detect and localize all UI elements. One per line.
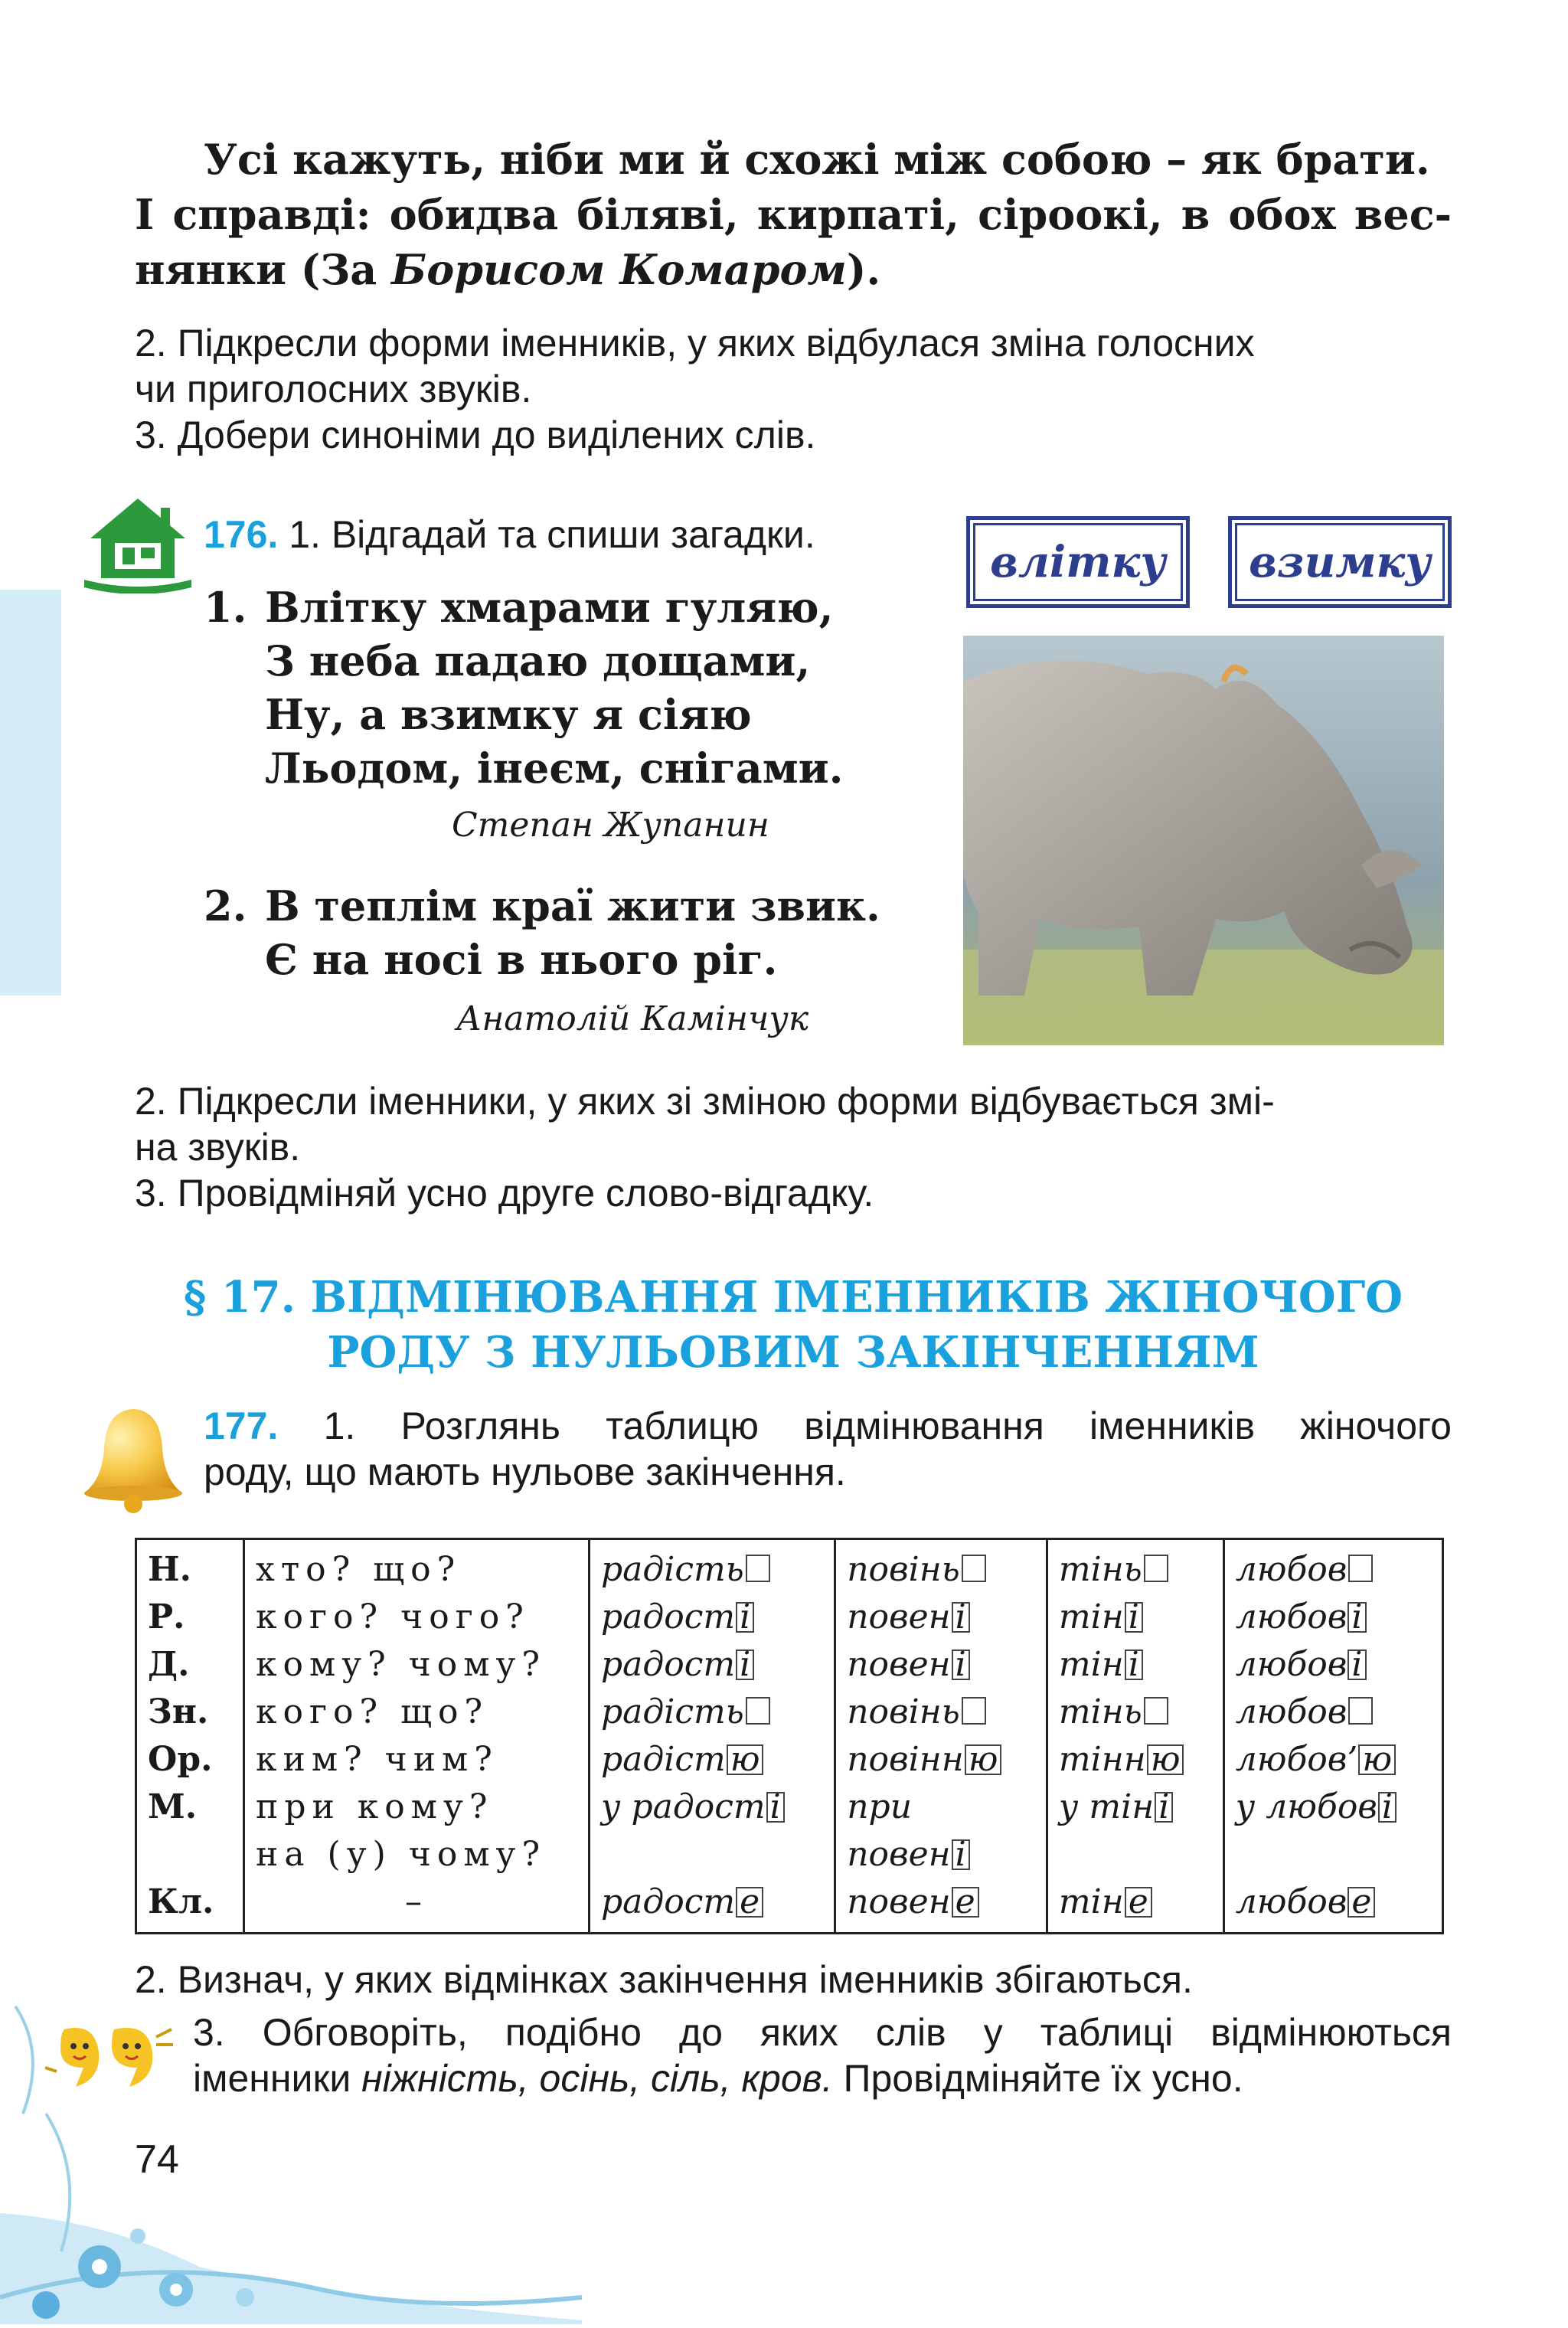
riddle-2: [204, 879, 880, 986]
task-text: 2. Підкресли іменники, у яких зі зміною форми відбувається змі-: [135, 1080, 1275, 1123]
noun-ending: і: [1348, 1602, 1366, 1633]
section-heading: [135, 1270, 1452, 1380]
noun-ending: і: [736, 1650, 754, 1680]
noun-form-cell: [590, 1641, 835, 1689]
noun-stem: повен: [847, 1645, 951, 1684]
noun-ending: е: [736, 1887, 763, 1918]
riddle-line: Є на носі в нього ріг.: [265, 935, 778, 984]
case-question: ким? чим?: [244, 1736, 590, 1784]
riddle-line: Льодом, інеєм, снігами.: [265, 744, 844, 793]
section-heading-line: § 17. ВІДМІНЮВАННЯ ІМЕННИКІВ ЖІНОЧОГО: [183, 1272, 1403, 1323]
noun-ending: і: [1155, 1792, 1173, 1823]
exercise-instruction: роду, що мають нульове закінчення.: [204, 1450, 846, 1493]
noun-ending: ю: [1358, 1744, 1396, 1775]
case-label: Зн.: [136, 1689, 244, 1736]
noun-form-cell: [590, 1539, 835, 1594]
noun-form-cell: [835, 1594, 1047, 1641]
page-number: 74: [135, 2137, 179, 2182]
table-row: [136, 1784, 1443, 1878]
case-label: М.: [136, 1784, 244, 1878]
riddle-author: Степан Жупанин: [452, 806, 769, 845]
noun-form-cell: [1223, 1641, 1442, 1689]
noun-stem: радість: [601, 1692, 744, 1731]
noun-form-cell: [835, 1539, 1047, 1594]
exercise-176-header: [204, 512, 815, 557]
noun-form-cell: [1047, 1689, 1223, 1736]
noun-form-cell: [1223, 1878, 1442, 1934]
noun-stem: любов: [1235, 1692, 1348, 1731]
noun-ending: ю: [1147, 1744, 1184, 1775]
noun-ending: і: [952, 1839, 970, 1870]
section-heading-line: РОДУ З НУЛЬОВИМ ЗАКІНЧЕННЯМ: [327, 1327, 1259, 1378]
noun-form-cell: [1047, 1539, 1223, 1594]
riddle-line: Ну, а взимку я сіяю: [265, 690, 752, 739]
noun-ending: і: [1378, 1792, 1396, 1823]
noun-form-cell: [590, 1784, 835, 1878]
noun-form-cell: [590, 1878, 835, 1934]
task-text: 3. Добери синоніми до виділених слів.: [135, 414, 816, 456]
noun-ending: і: [1125, 1602, 1143, 1633]
noun-form-cell: [590, 1736, 835, 1784]
noun-form-cell: [835, 1878, 1047, 1934]
zero-ending-box: [1348, 1555, 1373, 1582]
noun-stem: тін: [1058, 1597, 1124, 1636]
noun-stem: любов: [1235, 1550, 1348, 1589]
zero-ending-box: [962, 1697, 986, 1725]
case-question: кого? що?: [244, 1689, 590, 1736]
task-text: 2. Визнач, у яких відмінках закінчення іменників збігаються.: [135, 1958, 1193, 2001]
noun-form-cell: [1223, 1689, 1442, 1736]
margin-color-strip: [0, 590, 61, 996]
case-label: Кл.: [136, 1878, 244, 1934]
noun-stem: у тін: [1058, 1787, 1155, 1826]
task-text: 3. Обговоріть, подібно до яких слів у таблиці відмінюються: [193, 2011, 1452, 2054]
task-text: на звуків.: [135, 1126, 301, 1169]
intro-line: І справді: обидва біляві, кирпаті, сіроокі, в обох вес-: [135, 190, 1452, 239]
zero-ending-box: [1348, 1697, 1373, 1725]
noun-form-cell: [1223, 1594, 1442, 1641]
exercise-number: 176.: [204, 513, 279, 556]
riddle-number: 2.: [204, 881, 247, 930]
riddle-line: Влітку хмарами гуляю,: [265, 583, 834, 632]
case-question: кого? чого?: [244, 1594, 590, 1641]
noun-stem: радост: [601, 1882, 736, 1921]
task-text: іменники ніжність, осінь, сіль, кров. Провідміняйте їх усно.: [193, 2057, 1243, 2100]
bell-icon: [80, 1401, 187, 1516]
noun-stem: повен: [847, 1597, 951, 1636]
noun-stem: тінь: [1058, 1550, 1142, 1589]
prev-exercise-tasks: [135, 320, 1452, 458]
noun-stem: тін: [1058, 1645, 1124, 1684]
table-row: [136, 1594, 1443, 1641]
word-box-vlitku: влітку: [966, 516, 1190, 608]
declension-table: [135, 1538, 1444, 1934]
noun-form-cell: [1047, 1736, 1223, 1784]
noun-ending: і: [952, 1602, 970, 1633]
noun-ending: ю: [965, 1744, 1002, 1775]
riddle-number: 1.: [204, 583, 247, 632]
noun-stem: любов: [1235, 1597, 1348, 1636]
task-text: 3. Провідміняй усно друге слово-відгадку.: [135, 1172, 874, 1215]
zero-ending-box: [962, 1555, 986, 1582]
exercise-instruction: 1. Відгадай та спиши загадки.: [289, 513, 815, 556]
noun-stem: повінь: [847, 1550, 960, 1589]
table-row: [136, 1878, 1443, 1934]
noun-form-cell: [590, 1689, 835, 1736]
noun-form-cell: [1223, 1736, 1442, 1784]
task-text: чи приголосних звуків.: [135, 368, 532, 410]
noun-ending: е: [952, 1887, 979, 1918]
example-nouns: ніжність, осінь, сіль, кров.: [361, 2057, 833, 2100]
riddle-author: Анатолій Камінчук: [456, 999, 809, 1038]
exercise-number: 177.: [204, 1404, 279, 1447]
noun-stem: тінн: [1058, 1740, 1146, 1779]
case-label: Ор.: [136, 1736, 244, 1784]
riddle-line: З неба падаю дощами,: [265, 636, 811, 685]
noun-form-cell: [1047, 1641, 1223, 1689]
table-row: [136, 1689, 1443, 1736]
table-row: [136, 1641, 1443, 1689]
noun-stem: радост: [601, 1645, 736, 1684]
noun-ending: е: [1348, 1887, 1375, 1918]
noun-stem: радість: [601, 1550, 744, 1589]
case-question: при кому? на (у) чому?: [244, 1784, 590, 1878]
home-task-icon: [84, 494, 191, 593]
preposition: при: [847, 1787, 913, 1826]
zero-ending-box: [1144, 1697, 1168, 1725]
table-row: [136, 1539, 1443, 1594]
noun-ending: е: [1125, 1887, 1152, 1918]
noun-form-cell: [835, 1736, 1047, 1784]
author-name: Борисом Комаром: [391, 245, 847, 294]
exercise-instruction: 1. Розглянь таблицю відмінювання іменників жіночого: [323, 1404, 1452, 1447]
noun-form-cell: [590, 1594, 835, 1641]
table-row: [136, 1736, 1443, 1784]
noun-form-cell: [1223, 1539, 1442, 1594]
intro-line: нянки (За Борисом Комаром).: [135, 245, 881, 294]
rhino-photo: [963, 636, 1444, 1045]
riddle-1: [204, 580, 843, 795]
noun-stem: повен: [847, 1835, 951, 1874]
noun-ending: і: [1125, 1650, 1143, 1680]
noun-form-cell: [1047, 1594, 1223, 1641]
noun-stem: тін: [1058, 1882, 1124, 1921]
noun-ending: і: [1348, 1650, 1366, 1680]
noun-form-cell: [835, 1641, 1047, 1689]
noun-stem: радост: [601, 1597, 736, 1636]
case-question: –: [244, 1878, 590, 1934]
noun-form-cell: [1047, 1784, 1223, 1878]
noun-form-cell: [1047, 1878, 1223, 1934]
riddle-line: В теплім краї жити звик.: [265, 881, 880, 930]
noun-ending: і: [766, 1792, 785, 1823]
case-label: Р.: [136, 1594, 244, 1641]
noun-ending: і: [736, 1602, 754, 1633]
zero-ending-box: [746, 1555, 770, 1582]
noun-stem: тінь: [1058, 1692, 1142, 1731]
noun-ending: і: [952, 1650, 970, 1680]
case-question: кому? чому?: [244, 1641, 590, 1689]
word-box-vzymku: взимку: [1228, 516, 1452, 608]
exercise-176-tasks: [135, 1078, 1452, 1216]
noun-stem: любов: [1235, 1645, 1348, 1684]
noun-form-cell: [1223, 1784, 1442, 1878]
floral-corner-decoration: [0, 1960, 582, 2324]
case-question: хто? що?: [244, 1539, 590, 1594]
zero-ending-box: [1144, 1555, 1168, 1582]
case-label: Н.: [136, 1539, 244, 1594]
case-label: Д.: [136, 1641, 244, 1689]
noun-stem: повінн: [847, 1740, 964, 1779]
exercise-177-header: [204, 1403, 1452, 1495]
noun-stem: повінь: [847, 1692, 960, 1731]
noun-stem: радіст: [601, 1740, 726, 1779]
intro-line: Усі кажуть, ніби ми й схожі між собою – як брати.: [204, 135, 1430, 184]
task-text: 2. Підкресли форми іменників, у яких відбулася зміна голосних: [135, 322, 1255, 365]
noun-ending: ю: [727, 1744, 764, 1775]
noun-stem: у любов: [1235, 1787, 1377, 1826]
noun-stem: повен: [847, 1882, 951, 1921]
zero-ending-box: [746, 1697, 770, 1725]
noun-form-cell: [835, 1784, 1047, 1878]
intro-paragraph: [135, 132, 1452, 297]
noun-form-cell: [835, 1689, 1047, 1736]
noun-stem: любов’: [1235, 1740, 1358, 1779]
noun-stem: любов: [1235, 1882, 1348, 1921]
noun-stem: у радост: [601, 1787, 766, 1826]
